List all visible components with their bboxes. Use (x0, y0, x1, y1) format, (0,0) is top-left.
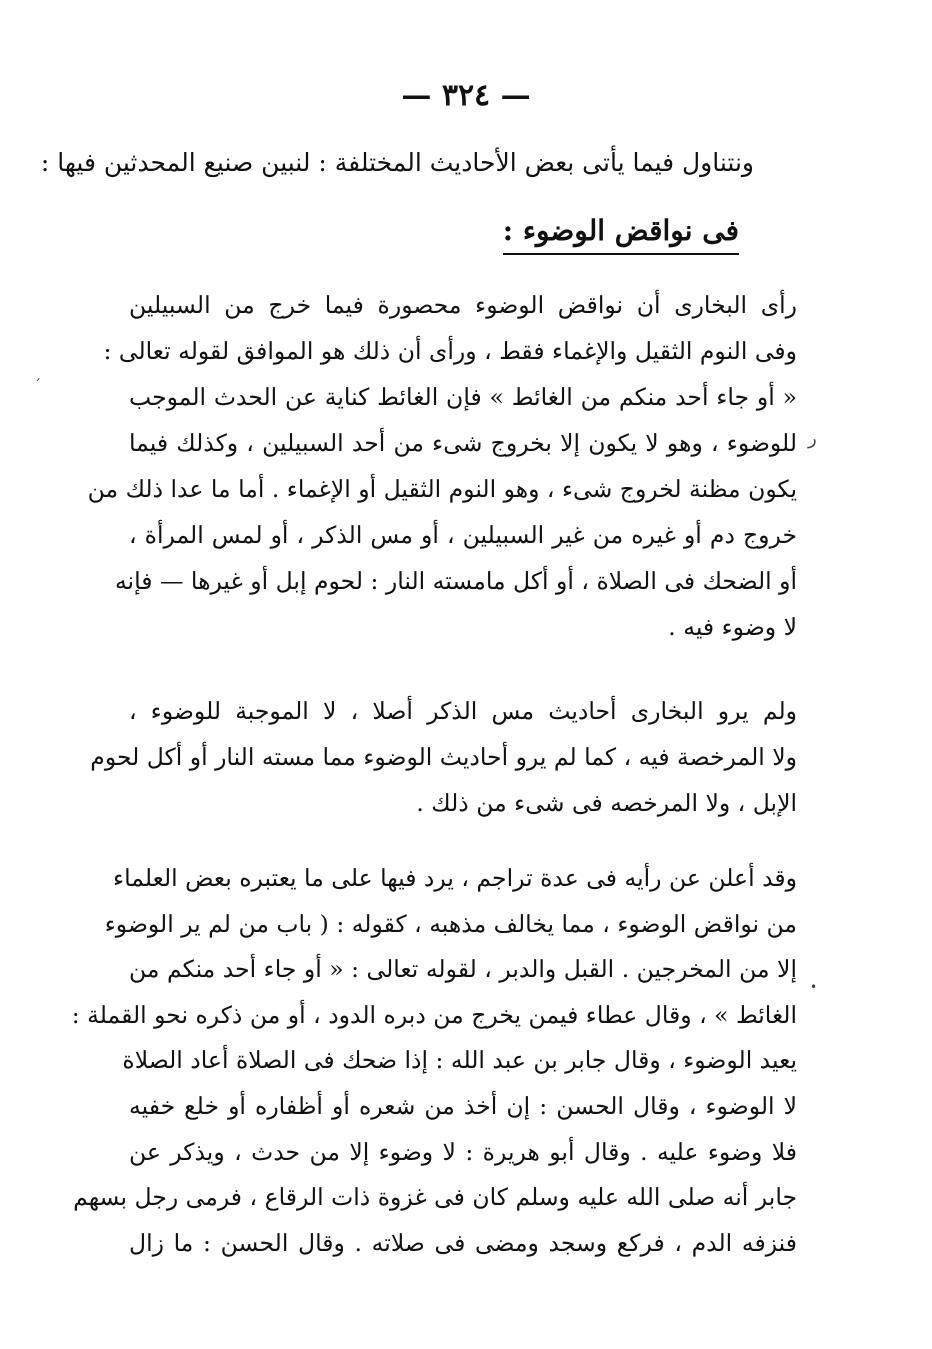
page-number: — ٣٢٤ — (401, 78, 531, 113)
intro-line: ونتناول فيما يأتى بعض الأحاديث المختلفة : لنبين صنيع المحدثين فيها : (40, 148, 754, 177)
text-line: يعيد الوضوء ، وقال جابر بن عبد الله : إذا ضحك فى الصلاة أعاد الصلاة (122, 1046, 797, 1075)
text-line: فلا وضوء عليه . وقال أبو هريرة : لا وضوء إلا من حدث ، ويذكر عن (129, 1137, 797, 1166)
text-line: رأى البخارى أن نواقض الوضوء محصورة فيما خرج من السبيلين (129, 291, 797, 319)
margin-speck: ر (808, 428, 817, 449)
text-line: من نواقض الوضوء ، مما يخالف مذهبه ، كقوله : ( باب من لم ير الوضوء (104, 909, 797, 938)
paragraph-nawaqid-opinion (87, 282, 797, 650)
paragraph-hadith-not-narrated (90, 688, 797, 826)
text-line: لا الوضوء ، وقال الحسن : إن أخذ من شعره أو أظفاره أو خلع خفيه (129, 1091, 797, 1120)
section-heading: فى نواقض الوضوء : (503, 214, 739, 255)
text-line: الغائط » ، وقال عطاء فيمن يخرج من دبره الدود ، أو من ذكره نحو القملة : (71, 1000, 797, 1029)
text-line: ولا المرخصة فيه ، كما لم يرو أحاديث الوضوء مما مسته النار أو أكل لحوم (90, 743, 797, 771)
margin-speck: ´ (34, 378, 41, 394)
paragraph-chapter-headings (71, 856, 797, 1266)
text-line: وفى النوم الثقيل والإغماء فقط ، ورأى أن ذلك هو الموافق لقوله تعالى : (103, 337, 797, 365)
text-line: الإبل ، ولا المرخصه فى شىء من ذلك . (416, 789, 797, 817)
text-line: جابر أنه صلى الله عليه وسلم كان فى غزوة ذات الرقاع ، فرمى رجل بسهم (73, 1183, 797, 1212)
text-line: « أو جاء أحد منكم من الغائط » فإن الغائط كناية عن الحدث الموجب (129, 383, 797, 411)
text-line: خروج دم أو غيره من غير السبيلين ، أو مس الذكر ، أو لمس المرأة ، (129, 521, 797, 549)
text-line: وقد أعلن عن رأيه فى عدة تراجم ، يرد فيها على ما يعتبره بعض العلماء (113, 864, 797, 892)
text-line: إلا من المخرجين . القبل والدبر ، لقوله تعالى : « أو جاء أحد منكم من (129, 955, 797, 984)
text-line: لا وضوء فيه . (668, 613, 797, 641)
margin-speck: • (810, 980, 818, 994)
text-line: للوضوء ، وهو لا يكون إلا بخروج شىء من أحد السبيلين ، وكذلك فيما (129, 429, 797, 457)
text-line: فنزفه الدم ، فركع وسجد ومضى فى صلاته . وقال الحسن : ما زال (129, 1228, 797, 1257)
text-line: أو الضحك فى الصلاة ، أو أكل مامسته النار : لحوم إبل أو غيرها — فإنه (114, 567, 797, 595)
text-line: يكون مظنة لخروج شىء ، وهو النوم الثقيل أو الإغماء . أما ما عدا ذلك من (87, 475, 797, 503)
text-line: ولم يرو البخارى أحاديث مس الذكر أصلا ، لا الموجبة للوضوء ، (129, 697, 797, 725)
